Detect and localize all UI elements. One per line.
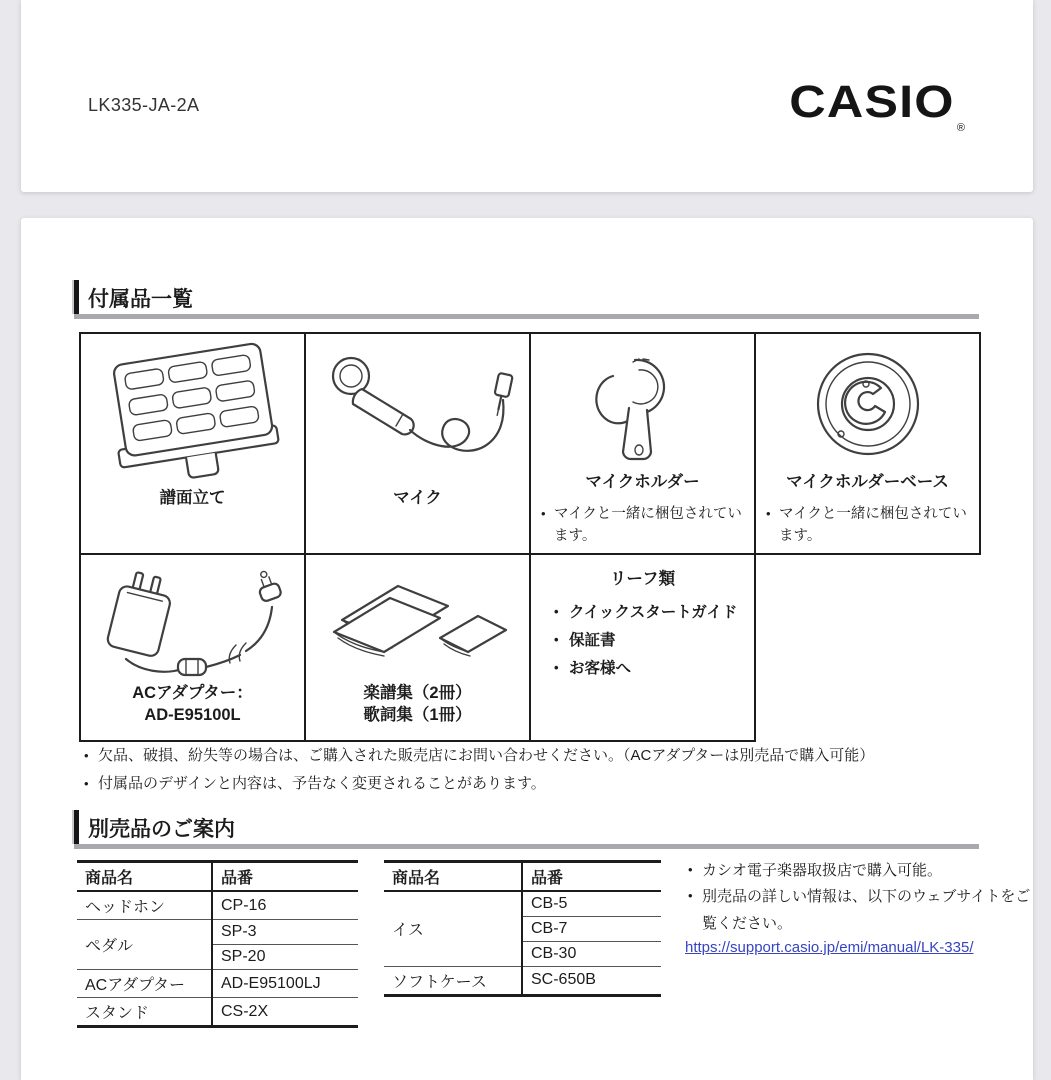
accessory-cell-music-stand	[80, 333, 305, 554]
table-row	[77, 970, 358, 998]
note-line: • 欠品、破損、紛失等の場合は、ご購入された販売店にお問い合わせください。（ACアダプターは別売品で購入可能）	[81, 742, 991, 770]
model-number: SP-3	[212, 920, 358, 945]
casio-logo-text: CASIO	[789, 76, 955, 127]
column-header-model: 品番	[522, 862, 661, 892]
accessory-label: 楽譜集（2冊）	[363, 683, 472, 702]
leaflet-item: • お客様へ	[541, 655, 744, 683]
accessories-table	[79, 332, 981, 742]
leaflets-title: リーフ類	[609, 570, 676, 589]
accessories-notes	[81, 742, 991, 798]
accessory-note: • マイクと一緒に梱包されています。	[764, 504, 971, 548]
product-name: ヘッドホン	[77, 891, 212, 920]
accessory-cell-mic-holder-base	[755, 333, 980, 554]
accessory-model: AD-E95100L	[144, 706, 241, 724]
casio-logo	[789, 76, 965, 134]
model-number: CB-30	[522, 941, 661, 966]
optional-items-table-left	[77, 860, 358, 1028]
model-number: CB-7	[522, 916, 661, 941]
table-row	[77, 891, 358, 920]
product-name: ACアダプター	[77, 970, 212, 998]
model-number: CP-16	[212, 891, 358, 920]
note-line: • カシオ電子楽器取扱店で購入可能。	[685, 858, 1033, 884]
optional-items-table-right	[384, 860, 661, 997]
note-line: • 付属品のデザインと内容は、予告なく変更されることがあります。	[81, 770, 991, 798]
table-header-row	[384, 862, 661, 892]
model-number: SP-20	[212, 945, 358, 970]
accessory-cell-leaflets	[530, 554, 755, 741]
document-code: LK335-JA-2A	[88, 95, 200, 115]
music-stand-illustration	[95, 342, 290, 487]
product-name: ペダル	[77, 920, 212, 970]
column-header-product: 商品名	[384, 862, 522, 892]
header-card	[21, 0, 1033, 192]
accessory-cell-mic-holder	[530, 333, 755, 554]
table-row	[77, 920, 358, 945]
empty-cell	[755, 554, 980, 741]
product-name: スタンド	[77, 998, 212, 1027]
mic-holder-base-illustration	[803, 346, 933, 466]
column-header-model: 品番	[212, 862, 358, 892]
note-line: • 別売品の詳しい情報は、以下のウェブサイトをご覧ください。	[685, 884, 1033, 937]
model-number: AD-E95100LJ	[212, 970, 358, 998]
ac-adapter-illustration	[90, 567, 295, 679]
booklets-illustration	[320, 568, 515, 678]
optional-notes	[685, 858, 1033, 957]
accessories-section-heading: 付属品一覧	[74, 280, 979, 314]
table-row	[77, 998, 358, 1027]
accessory-label: マイクホルダーベース	[786, 472, 949, 491]
accessory-cell-microphone	[305, 333, 530, 554]
table-row	[384, 966, 661, 995]
accessory-label: ACアダプター：	[132, 683, 253, 702]
accessory-label: マイクホルダー	[585, 472, 700, 491]
product-name: イス	[384, 891, 522, 966]
product-name: ソフトケース	[384, 966, 522, 995]
leaflet-item: • クイックスタートガイド	[541, 599, 744, 627]
accessory-label: 譜面立て	[159, 489, 226, 507]
table-row	[384, 891, 661, 916]
model-number: CS-2X	[212, 998, 358, 1027]
optional-section-heading: 別売品のご案内	[74, 810, 979, 844]
microphone-illustration	[315, 342, 520, 487]
content-card	[21, 218, 1033, 1080]
accessory-cell-ac-adapter	[80, 554, 305, 741]
accessory-label2: 歌詞集（1冊）	[363, 706, 472, 724]
model-number: CB-5	[522, 891, 661, 916]
registered-trademark-icon: ®	[956, 122, 965, 134]
table-header-row	[77, 862, 358, 892]
accessory-note: • マイクと一緒に梱包されています。	[539, 504, 746, 548]
mic-holder-illustration	[573, 346, 713, 466]
accessory-label: マイク	[393, 489, 442, 507]
leaflet-item: • 保証書	[541, 627, 744, 655]
support-link[interactable]: https://support.casio.jp/emi/manual/LK-335/	[685, 938, 974, 956]
accessory-cell-booklets	[305, 554, 530, 741]
model-number: SC-650B	[522, 966, 661, 995]
column-header-product: 商品名	[77, 862, 212, 892]
